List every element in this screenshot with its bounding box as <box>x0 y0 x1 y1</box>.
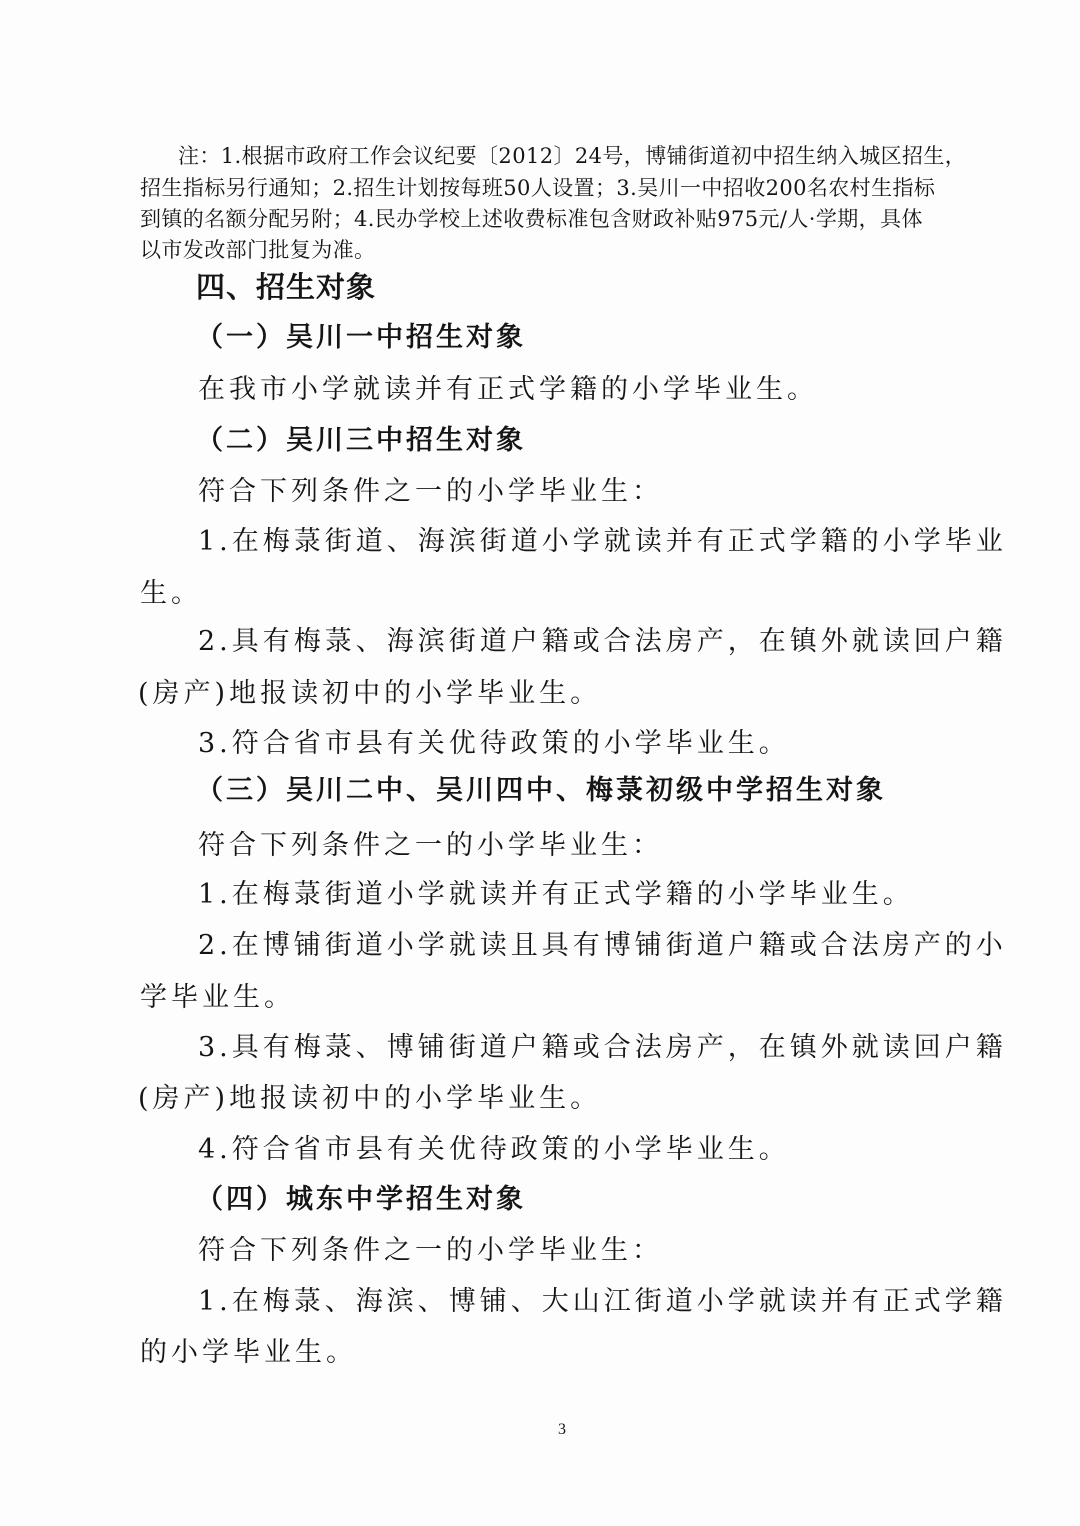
page-number: 3 <box>558 1421 566 1438</box>
note-line: 以市发改部门批复为准。 <box>140 238 376 262</box>
paragraph-line: 符合下列条件之一的小学毕业生： <box>198 830 663 861</box>
paragraph-line: 3.符合省市县有关优待政策的小学毕业生。 <box>198 728 790 759</box>
note-line: 招生指标另行通知；2.招生计划按每班50人设置；3.吴川一中招收200名农村生指标 <box>140 176 936 200</box>
subsection-title: （四）城东中学招生对象 <box>196 1184 526 1215</box>
paragraph-line: 2.在博铺街道小学就读且具有博铺街道户籍或合法房产的小 <box>198 930 1007 961</box>
paragraph-line: 生。 <box>140 578 202 609</box>
paragraph-line: 学毕业生。 <box>140 982 295 1013</box>
paragraph-line: (房产)地报读初中的小学毕业生。 <box>138 1083 602 1114</box>
paragraph-line: 1.在梅菉街道小学就读并有正式学籍的小学毕业生。 <box>198 879 914 910</box>
subsection-title: （三）吴川二中、吴川四中、梅菉初级中学招生对象 <box>196 775 886 806</box>
paragraph-line: 4.符合省市县有关优待政策的小学毕业生。 <box>198 1134 790 1165</box>
note-line: 到镇的名额分配另附；4.民办学校上述收费标准包含财政补贴975元/人·学期，具体 <box>140 207 923 231</box>
paragraph-line: (房产)地报读初中的小学毕业生。 <box>138 678 602 709</box>
section-heading: 四、招生对象 <box>196 270 377 304</box>
paragraph-line: 在我市小学就读并有正式学籍的小学毕业生。 <box>198 374 818 405</box>
subsection-title: （二）吴川三中招生对象 <box>196 425 526 456</box>
paragraph-line: 符合下列条件之一的小学毕业生： <box>198 1235 663 1266</box>
paragraph-line: 的小学毕业生。 <box>140 1337 357 1368</box>
paragraph-line: 2.具有梅菉、海滨街道户籍或合法房产，在镇外就读回户籍 <box>198 626 1007 657</box>
note-line: 注：1.根据市政府工作会议纪要〔2012〕24号，博铺街道初中招生纳入城区招生， <box>178 144 967 168</box>
paragraph-line: 1.在梅菉、海滨、博铺、大山江街道小学就读并有正式学籍 <box>198 1286 1007 1317</box>
paragraph-line: 符合下列条件之一的小学毕业生： <box>198 476 663 507</box>
paragraph-line: 1.在梅菉街道、海滨街道小学就读并有正式学籍的小学毕业 <box>198 526 1007 557</box>
paragraph-line: 3.具有梅菉、博铺街道户籍或合法房产，在镇外就读回户籍 <box>198 1032 1007 1063</box>
subsection-title: （一）吴川一中招生对象 <box>196 322 526 353</box>
